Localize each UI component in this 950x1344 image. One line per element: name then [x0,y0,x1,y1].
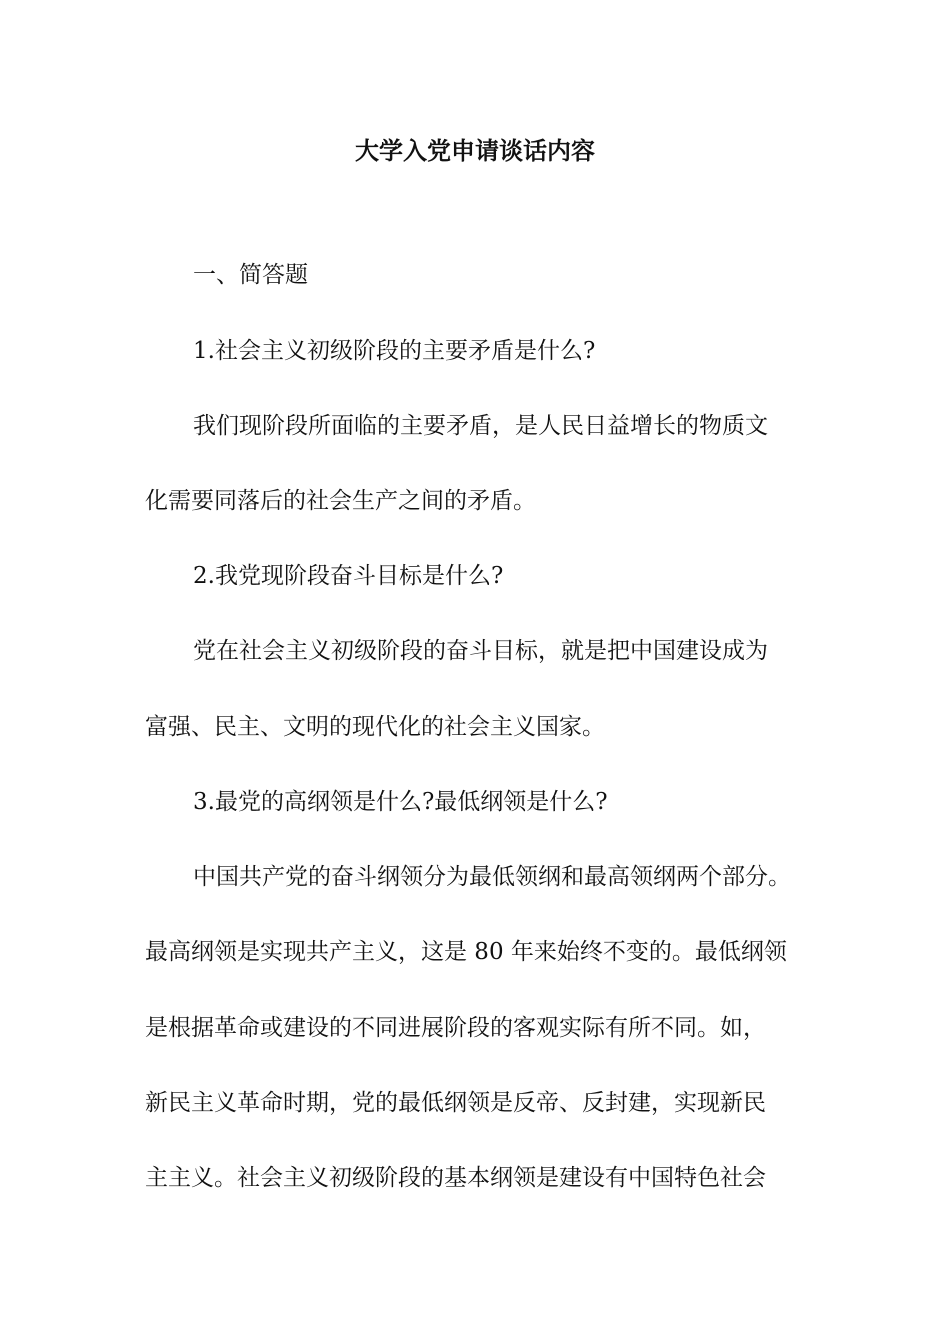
question-1: 1.社会主义初级阶段的主要矛盾是什么? [193,338,596,364]
answer-3-line-5: 主主义。社会主义初级阶段的基本纲领是建设有中国特色社会 [145,1165,766,1191]
answer-3-line-2: 最高纲领是实现共产主义，这是 80 年来始终不变的。最低纲领 [145,939,787,965]
question-3: 3.最党的高纲领是什么?最低纲领是什么? [193,789,608,815]
answer-1-line-1: 我们现阶段所面临的主要矛盾，是人民日益增长的物质文 [193,413,768,439]
answer-3-line-1: 中国共产党的奋斗纲领分为最低领纲和最高领纲两个部分。 [193,864,791,890]
document-title: 大学入党申请谈话内容 [355,136,595,165]
answer-3-line-4: 新民主义革命时期，党的最低纲领是反帝、反封建，实现新民 [145,1090,766,1116]
answer-3-line-3: 是根据革命或建设的不同进展阶段的客观实际有所不同。如， [145,1015,766,1041]
answer-1-line-2: 化需要同落后的社会生产之间的矛盾。 [145,488,536,514]
question-2: 2.我党现阶段奋斗目标是什么? [193,563,504,589]
section-heading: 一、简答题 [193,262,308,288]
answer-2-line-2: 富强、民主、文明的现代化的社会主义国家。 [145,714,605,740]
answer-2-line-1: 党在社会主义初级阶段的奋斗目标，就是把中国建设成为 [193,638,768,664]
